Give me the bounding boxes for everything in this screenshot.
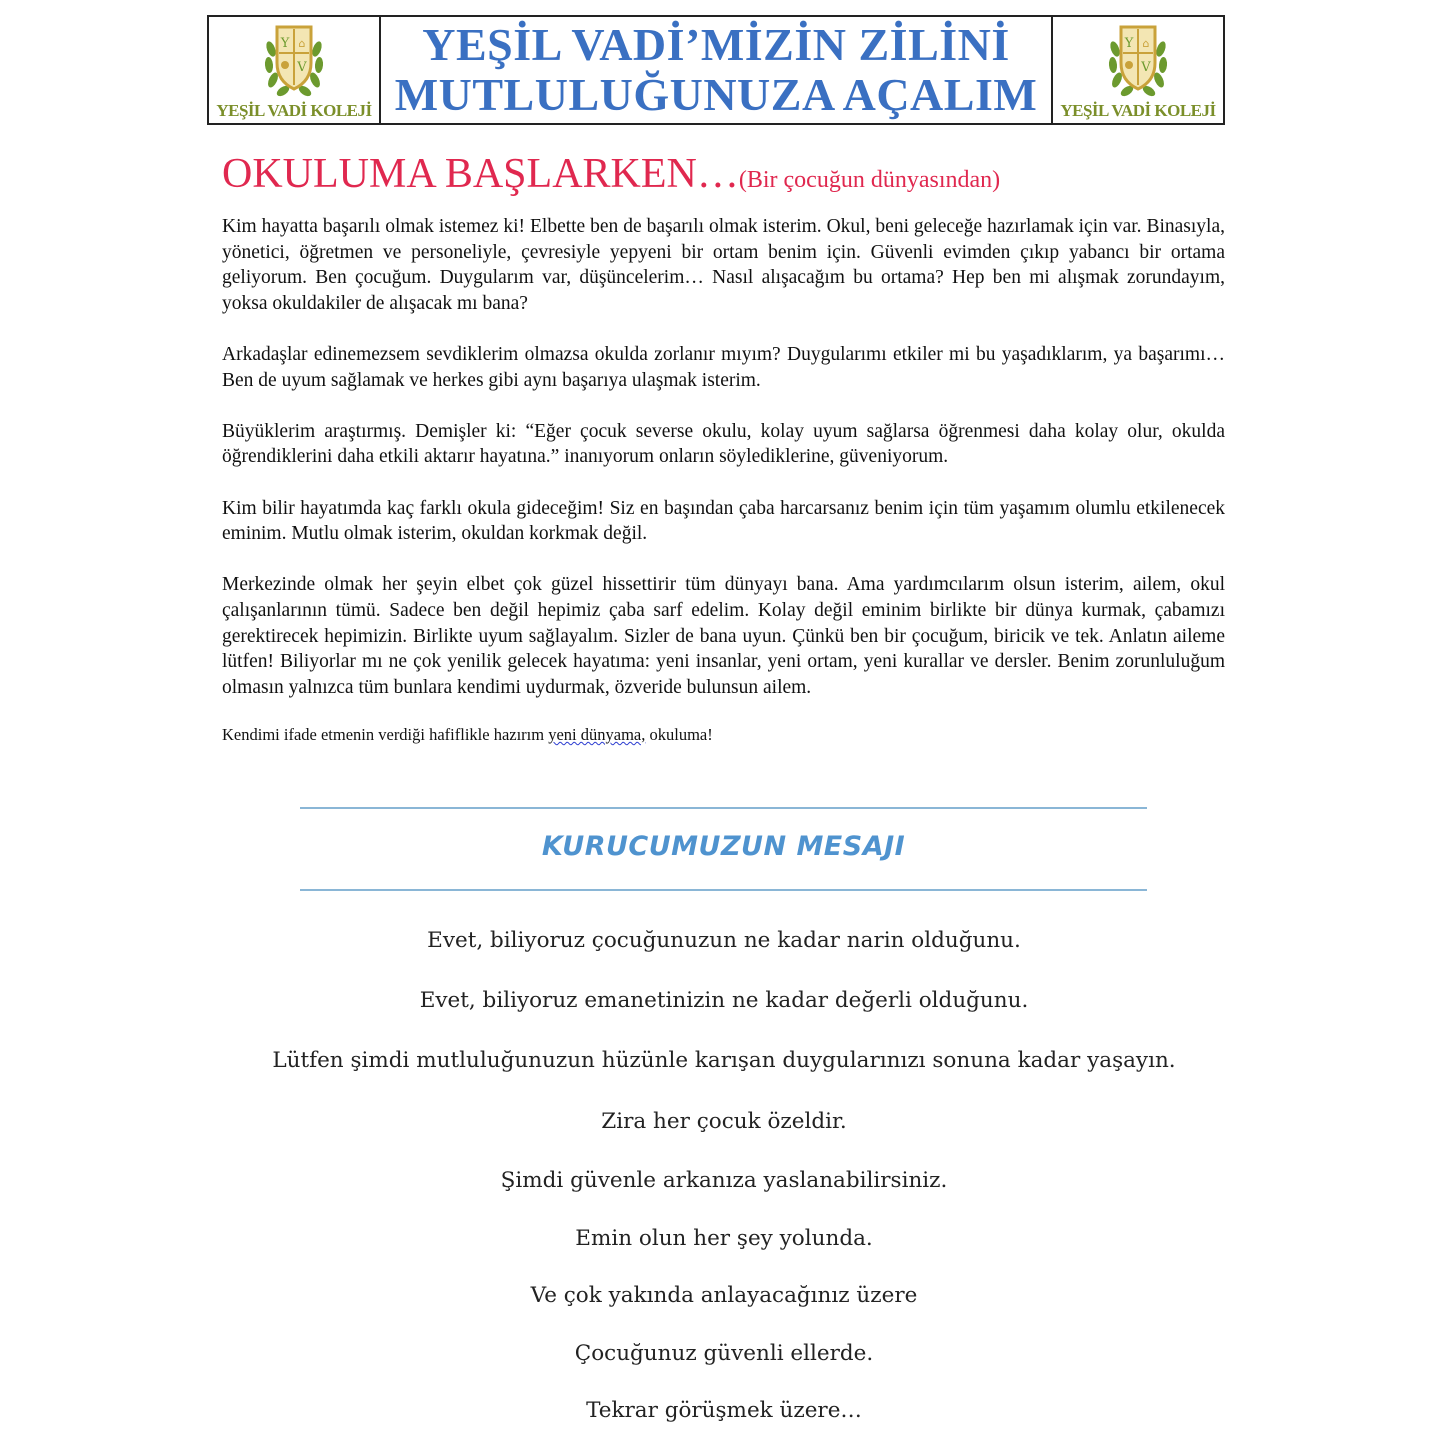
- founder-message-line: Zira her çocuk özeldir.: [601, 1109, 847, 1134]
- founder-message-line: Evet, biliyoruz çocuğunuzun ne kadar narin olduğunu.: [427, 928, 1021, 953]
- section-subtitle: (Bir çocuğun dünyasından): [738, 167, 1001, 193]
- divider-top: [300, 807, 1147, 809]
- svg-text:V: V: [297, 60, 307, 75]
- founder-message-line: Tekrar görüşmek üzere…: [586, 1398, 862, 1423]
- school-logo-text: YEŞİL VADİ KOLEJİ: [1060, 101, 1216, 120]
- founder-message-line: Şimdi güvenle arkanıza yaslanabilirsiniz.: [500, 1168, 948, 1193]
- svg-text:V: V: [1141, 60, 1151, 75]
- header-title-line-2: MUTLULUĞUNUZA AÇALIM: [394, 69, 1038, 120]
- school-crest-icon: [1103, 19, 1173, 101]
- school-logo-left: [209, 17, 381, 123]
- founder-message-line: Evet, biliyoruz emanetinizin ne kadar değerli olduğunu.: [419, 988, 1029, 1013]
- header-banner: [207, 15, 1225, 125]
- founder-message-title: KURUCUMUZUN MESAJI: [541, 831, 906, 862]
- founder-message-line: Ve çok yakında anlayacağınız üzere: [530, 1283, 918, 1308]
- svg-text:⌂: ⌂: [298, 37, 306, 50]
- school-logo-right: [1051, 17, 1223, 123]
- paragraph: Arkadaşlar edinemezsem sevdiklerim olmazsa okulda zorlanır mıyım? Duygularımı etkiler mi bu yaşadıklarım, ya başarımı… Ben de uyum sağlamak ve herkes gibi aynı başarıya ulaşmak isterim.: [222, 343, 1225, 391]
- closing-text-before: Kendimi ifade etmenin verdiği hafiflikle hazırım: [222, 724, 549, 744]
- closing-text-after: okuluma!: [645, 724, 713, 744]
- section-title: [222, 150, 1000, 198]
- founder-message-line: Lütfen şimdi mutluluğunuzun hüzünle karışan duygularınızı sonuna kadar yaşayın.: [272, 1048, 1176, 1073]
- svg-text:Y: Y: [1124, 36, 1134, 51]
- header-title-line-1: YEŞİL VADİ’MİZİN ZİLİNİ: [422, 19, 1010, 70]
- school-crest-icon: [259, 19, 329, 101]
- founder-message-line: Çocuğunuz güvenli ellerde.: [574, 1341, 874, 1366]
- svg-text:⌂: ⌂: [1142, 37, 1150, 50]
- paragraph: Kim bilir hayatımda kaç farklı okula gideceğim! Siz en başından çaba harcarsanız benim için tüm yaşamım olumlu etkilenecek eminim. Mutlu olmak isterim, okuldan korkmak değil.: [222, 497, 1225, 545]
- section-title-main: OKULUMA BAŞLARKEN…: [222, 151, 739, 197]
- svg-text:Y: Y: [280, 36, 290, 51]
- paragraph: Büyüklerim araştırmış. Demişler ki: “Eğer çocuk severse okulu, kolay uyum sağlarsa öğrenmesi daha kolay olur, okulda öğrendiklerini daha etkili aktarır hayatına.” inanıyorum onların söylediklerine, güveniyorum.: [222, 420, 1225, 468]
- header-title: [381, 17, 1051, 123]
- founder-message-line: Emin olun her şey yolunda.: [575, 1226, 873, 1251]
- school-logo-text: YEŞİL VADİ KOLEJİ: [216, 101, 372, 120]
- paragraph: Kim hayatta başarılı olmak istemez ki! Elbette ben de başarılı olmak isterim. Okul, beni geleceğe hazırlamak için var. Binasıyla, yönetici, öğretmen ve personeliyle, çevresiyle yepyeni bir ortam benim için. Güvenli evimden çıkıp yabancı bir ortama geliyorum. Ben çocuğum. Duygularım var, düşüncelerim… Nasıl alışacağım bu ortama? Hep ben mi alışmak zorundayım, yoksa okuldakiler de alışacak mı bana?: [222, 216, 1225, 314]
- divider-bottom: [300, 889, 1147, 891]
- paragraph: Merkezinde olmak her şeyin elbet çok güzel hissettirir tüm dünyayı bana. Ama yardımcılarım olsun isterim, ailem, okul çalışanlarının tümü. Sadece ben değil hepimiz çaba sarf edelim. Kolay değil eminim birlikte bir dünya kurmak, çabamızı gerektirecek hepimizin. Birlikte uyum sağlayalım. Sizler de bana uyun. Çünkü ben bir çocuğum, biricik ve tek. Anlatın aileme lütfen! Biliyorlar mı ne çok yenilik gelecek hayatıma: yeni insanlar, yeni ortam, yeni kurallar ve dersler. Benim zorunluluğum olmasın yalnızca tüm bunlara kendimi uydurmak, özveride bulunsun ailem.: [222, 574, 1225, 698]
- letter-body: [222, 214, 1225, 771]
- spellcheck-underlined-text: yeni dünyama,: [548, 724, 646, 744]
- closing-line: [222, 724, 1225, 746]
